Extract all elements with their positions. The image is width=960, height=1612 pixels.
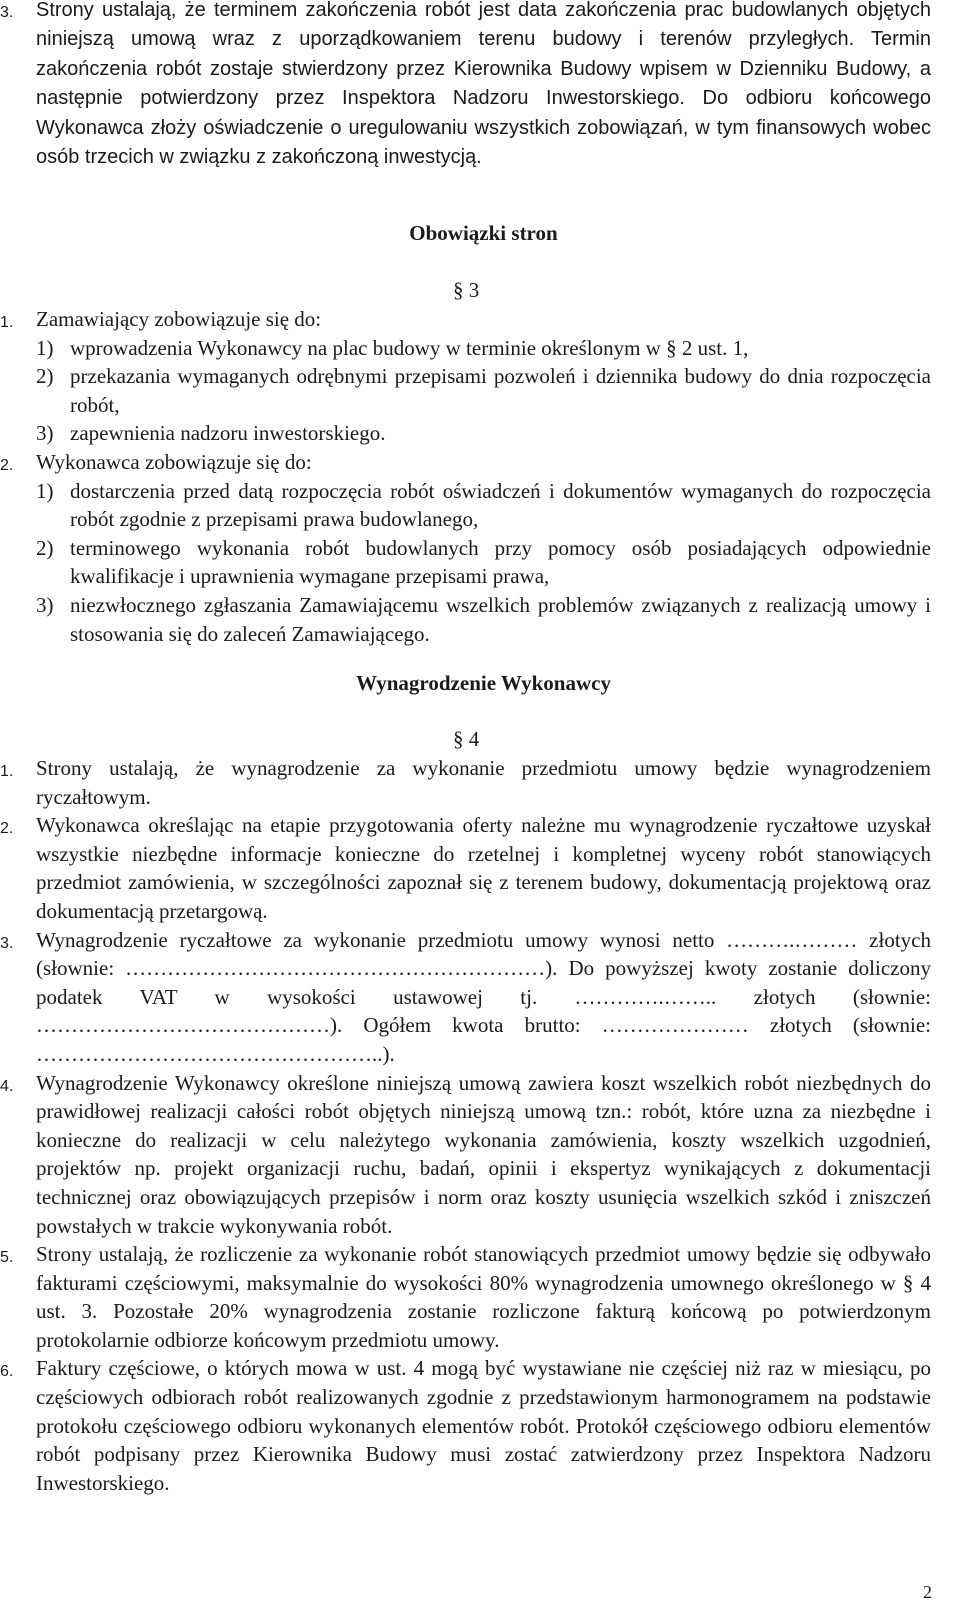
paragraph <box>0 754 931 811</box>
list-item <box>36 419 931 448</box>
item-number: 2) <box>36 535 54 560</box>
section4-body <box>0 754 931 1497</box>
item-number: 3) <box>36 421 54 446</box>
list-item <box>36 334 931 363</box>
paragraph-intro <box>0 0 931 172</box>
paragraph-text: Zamawiający zobowiązuje się do: <box>36 307 322 331</box>
item-text: wprowadzenia Wykonawcy na plac budowy w terminie określonym w § 2 ust. 1, <box>70 335 749 360</box>
paragraph-number: 2. <box>0 456 14 474</box>
paragraph <box>0 811 931 925</box>
item-text: zapewnienia nadzoru inwestorskiego. <box>70 421 386 446</box>
paragraph-number: 3. <box>0 934 14 952</box>
item-text: terminowego wykonania robót budowlanych przy pomocy osób posiadających odpowiednie kwalifikacje i uprawnienia wymagane przepisami prawa, <box>70 535 931 589</box>
item-number: 1) <box>36 478 54 503</box>
paragraph <box>0 1069 931 1241</box>
paragraph-text: Strony ustalają, że wynagrodzenie za wykonanie przedmiotu umowy będzie wynagrodzeniem ryczałtowym. <box>36 756 931 809</box>
paragraph-number: 4. <box>0 1077 14 1095</box>
paragraph-number: 1. <box>0 314 14 331</box>
paragraph <box>0 448 931 477</box>
section-sign: § 3 <box>453 278 480 302</box>
paragraph <box>0 926 931 1069</box>
item-number: 2) <box>36 364 54 389</box>
section-sign: § 4 <box>453 727 480 751</box>
paragraph-text: Strony ustalają, że rozliczenie za wykonanie robót stanowiących przedmiot umowy będzie się odbywało fakturami częściowymi, maksymalnie do wysokości 80% wynagrodzenia umownego określonego w § 4 ust. 3. Pozostałe 20% wynagrodzenia zostanie rozliczone fakturą końcową po potwierdzonym protokolarnie odbiorze końcowym przedmiotu umowy. <box>36 1242 931 1352</box>
item-number: 1) <box>36 335 54 360</box>
paragraph-text: Strony ustalają, że terminem zakończenia robót jest data zakończenia prac budowlanych objętych niniejszą umową wraz z uporządkowaniem terenu budowy i terenów przyległych. Termin zakończenia robót zostaje stwierdzony przez Kierownika Budowy wpisem w Dzienniku Budowy, a następnie potwierdzony przez Inspektora Nadzoru Inwestorskiego. Do odbioru końcowego Wykonawca złoży oświadczenie o uregulowaniu wszystkich zobowiązań, w tym finansowych wobec osób trzecich w związku z zakończoną inwestycją. <box>36 0 931 169</box>
list-item <box>36 362 931 419</box>
paragraph <box>0 1240 931 1354</box>
paragraph-text: Faktury częściowe, o których mowa w ust. 4 mogą być wystawiane nie częściej niż raz w miesiącu, po częściowych odbiorach robót realizowanych zgodnie z przedstawionym harmonogramem na podstawie protokołu częściowego odbioru wykonanych elementów robót. Protokół częściowego odbioru elementów robót podpisany przez Kierownika Budowy musi zostać zatwierdzony przez Inspektora Nadzoru Inwestorskiego. <box>36 1356 931 1495</box>
paragraph-text: Wynagrodzenie Wykonawcy określone niniejszą umową zawiera koszt wszelkich robót niezbędnych do prawidłowej realizacji całości robót objętych niniejszą umową tzn.: robót, które uzna za niezbędne i konieczne do realizacji w celu należytego wykonania zamówienia, koszty wszelkich uzgodnień, projektów np. projekt organizacji ruchu, badań, opinii i ekspertyz wynikających z dokumentacji technicznej oraz obowiązujących przepisów i norm oraz koszty usunięcia wszelkich szkód i zniszczeń powstałych w trakcie wykonywania robót. <box>36 1070 931 1238</box>
list-item <box>36 534 931 591</box>
paragraph-number: 6. <box>0 1363 14 1381</box>
list-item <box>36 477 931 534</box>
section3-paragraph-1 <box>0 305 931 648</box>
item-text: niezwłocznego zgłaszania Zamawiającemu wszelkich problemów związanych z realizacją umowy i stosowania się do zaleceń Zamawiającego. <box>70 592 931 646</box>
list-item <box>36 591 931 648</box>
section-title: Wynagrodzenie Wykonawcy <box>356 671 611 695</box>
paragraph <box>0 1354 931 1497</box>
item-text: przekazania wymaganych odrębnymi przepisami pozwoleń i dziennika budowy do dnia rozpoczęcia robót, <box>70 364 931 417</box>
paragraph-text: Wykonawca określając na etapie przygotowania oferty należne mu wynagrodzenie ryczałtowe uzyskał wszystkie niezbędne informacje konieczne do rzetelnej i kompletnej wyceny robót stanowiących przedmiot zamówienia, w szczególności zapoznał się z terenem budowy, dokumentacją projektową oraz dokumentacją przetargową. <box>36 813 931 923</box>
item-number: 3) <box>36 592 54 617</box>
paragraph-number: 5. <box>0 1249 14 1267</box>
item-text: dostarczenia przed datą rozpoczęcia robót oświadczeń i dokumentów wymaganych do rozpoczęcia robót zgodnie z przepisami prawa budowlanego, <box>70 478 931 532</box>
page-number: 2 <box>923 1582 932 1602</box>
paragraph-text: Wynagrodzenie ryczałtowe za wykonanie przedmiotu umowy wynosi netto ……….……… złotych (słownie: ……………………………………………………). Do powyższej kwoty zostanie doliczony podatek VAT w wysokości ustawowej tj. ………….…….. złotych (słownie: ……………………………………). Ogółem kwota brutto: ………………… złotych (słownie: …………………………………………..). <box>36 927 931 1066</box>
paragraph-number: 1. <box>0 763 14 780</box>
paragraph-number: 3. <box>0 4 14 21</box>
section-title: Obowiązki stron <box>409 221 558 245</box>
paragraph-number: 2. <box>0 820 14 838</box>
paragraph-text: Wykonawca zobowiązuje się do: <box>36 449 312 474</box>
paragraph <box>0 305 931 334</box>
